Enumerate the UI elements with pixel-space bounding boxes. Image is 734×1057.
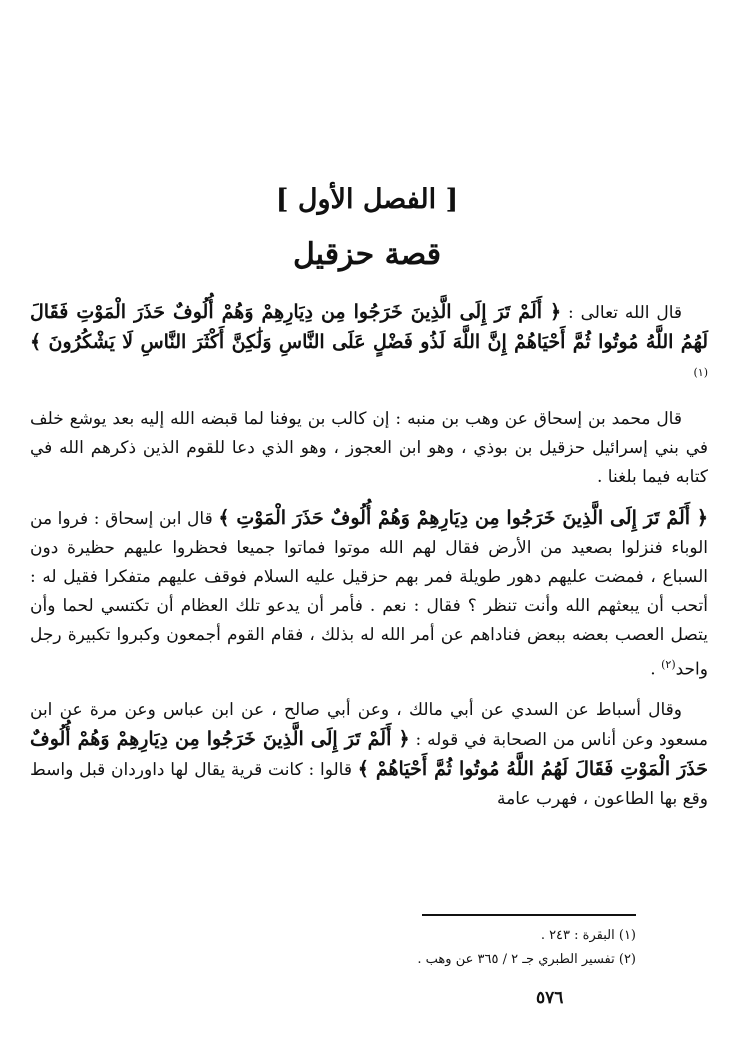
story-title: قصة حزقيل (292, 237, 442, 272)
footnote-2: (٢) تفسير الطبري جـ ٢ / ٣٦٥ عن وهب . (417, 952, 636, 967)
paragraph-lead: قال محمد بن إسحاق عن وهب بن منبه : إن كالب بن يوفنا لما قبضه الله إليه بعد يوشع خلف في بني إسرائيل حزقيل بن بوذي ، وهو ابن العجوز ، وهو الذي دعا للقوم الذين ذكرهم الله في كتابه فيما بلغنا . (30, 408, 708, 487)
body-text (30, 298, 708, 826)
paragraph-2 (30, 405, 708, 492)
chapter-title: [ الفصل الأول ] (275, 184, 459, 215)
footnote-marker-2[interactable]: (٢) (661, 657, 676, 671)
paragraph-3 (30, 504, 708, 685)
paragraph-tail: قالوا : كانت قرية يقال لها داوردان قبل واسط وقع بها الطاعون ، فهرب عامة (30, 760, 708, 810)
footnote-divider (422, 914, 636, 916)
quran-verse: ﴿ أَلَمْ تَرَ إِلَى الَّذِينَ خَرَجُوا مِن دِيَارِهِمْ وَهُمْ أُلُوفٌ حَذَرَ الْمَوْتِ فَقَالَ لَهُمُ اللَّهُ مُوتُوا ثُمَّ أَحْيَاهُمْ إِنَّ اللَّهَ لَذُو فَضْلٍ عَلَى النَّاسِ وَلَٰكِنَّ أَكْثَرَ النَّاسِ لَا يَشْكُرُونَ ﴾ (30, 301, 708, 353)
paragraph-4 (30, 696, 708, 814)
paragraph-1 (30, 298, 708, 393)
page-number: ٥٧٦ (536, 988, 564, 1008)
footnotes (417, 924, 636, 972)
paragraph-tail: قال ابن إسحاق : فروا من الوباء فنزلوا بصعيد من الأرض فقال لهم الله موتوا فماتوا جميعا فحظروا عليهم حظيرة دون السباع ، فمضت عليهم دهور طويلة فمر بهم حزقيل عليه السلام فوقف عليهم متفكرا فقيل له : أتحب أن يبعثهم الله وأنت تنظر ؟ فقال : نعم . فأمر أن يدعو تلك العظام أن تكتسي لحما وأن يتصل العصب بعضه ببعض فناداهم عن أمر الله له بذلك ، فقام القوم أجمعون وكبروا تكبيرة رجل واحد (30, 508, 708, 680)
chapter-heading-block (0, 178, 734, 278)
paragraph-lead: قال الله تعالى : (561, 303, 682, 323)
paragraph-tail-end: . (650, 659, 662, 680)
quran-verse: ﴿ أَلَمْ تَرَ إِلَى الَّذِينَ خَرَجُوا مِن دِيَارِهِمْ وَهُمْ أُلُوفٌ حَذَرَ الْمَوْتِ فَقَالَ لَهُمُ اللَّهُ مُوتُوا ثُمَّ أَحْيَاهُمْ ﴾ (30, 728, 708, 781)
footnote-marker-1[interactable]: (١) (693, 366, 708, 379)
quran-verse: ﴿ أَلَمْ تَرَ إِلَى الَّذِينَ خَرَجُوا مِن دِيَارِهِمْ وَهُمْ أُلُوفٌ حَذَرَ الْمَوْتِ ﴾ (218, 506, 708, 529)
footnote-1: (١) البقرة : ٢٤٣ . (540, 928, 636, 943)
paragraph-lead: وقال أسباط عن السدي عن أبي مالك ، وعن أبي صالح ، عن ابن عباس وعن مرة عن ابن مسعود وعن أناس من الصحابة في قوله : (30, 700, 709, 751)
